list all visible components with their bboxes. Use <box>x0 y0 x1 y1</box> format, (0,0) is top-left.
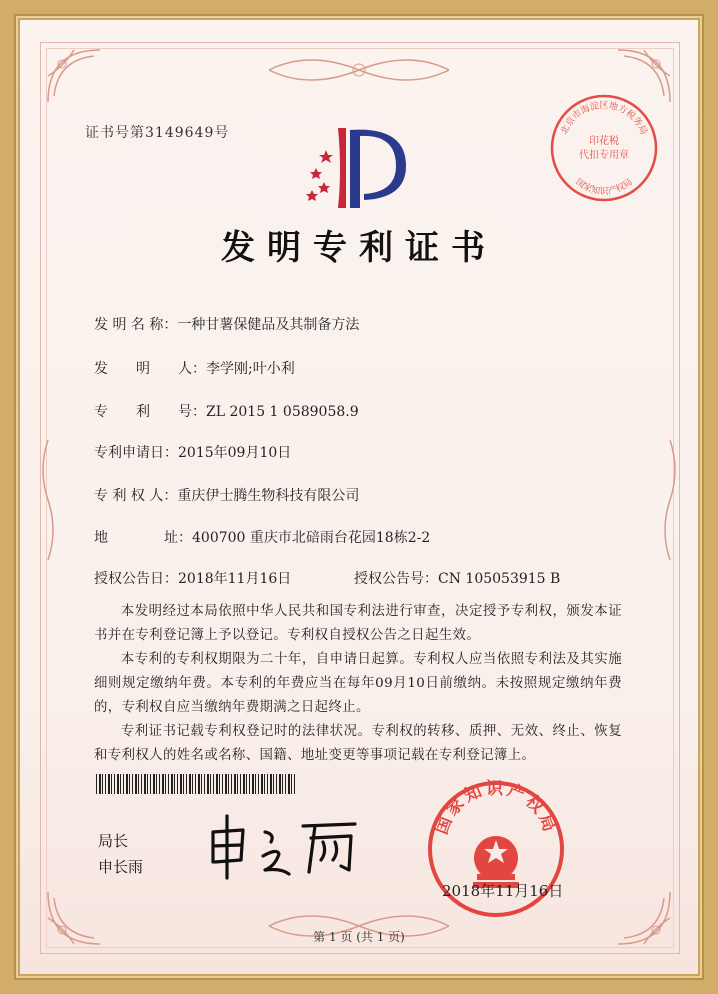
filing-date-value: 2015年09月10日 <box>178 445 292 461</box>
tax-stamp <box>548 92 660 204</box>
barcode <box>96 774 296 794</box>
body-paragraph: 本专利的专利权期限为二十年，自申请日起算。专利权人应当依照专利法及其实施细则规定缴纳年费。本专利的年费应当在每年09月10日前缴纳。未按照规定缴纳年费的，专利权自应当缴纳年费期满之日起终止。 <box>94 652 622 715</box>
certificate-title: 发明专利证书 <box>221 228 497 268</box>
stamp-inner-line-2: 代扣专用章 <box>579 150 629 161</box>
svg-text:国家知识产权局 <box>574 176 634 196</box>
body-paragraph: 本发明经过本局依照中华人民共和国专利法进行审查，决定授予专利权，颁发本证书并在专利登记簿上予以登记。专利权自授权公告之日起生效。 <box>94 604 622 643</box>
patent-number-label: 专 利 号： <box>94 404 206 420</box>
grant-number-value: CN 105053915 B <box>438 571 561 587</box>
grant-date-value: 2018年11月16日 <box>178 571 292 587</box>
grant-number-label: 授权公告号： <box>354 571 438 587</box>
patent-office-logo-icon <box>298 120 418 210</box>
seal-text: 国家知识产权局 <box>431 779 561 837</box>
stamp-inner-line-1: 印花税 <box>589 136 619 147</box>
svg-text:国家知识产权局 <box>432 779 561 837</box>
page-footer: 第 1 页 (共 1 页) <box>313 930 405 944</box>
patent-number-row <box>94 401 359 421</box>
handwritten-signature <box>205 812 365 882</box>
invention-name-row <box>94 314 359 334</box>
address-row <box>94 527 430 547</box>
patentee-value: 重庆伊士腾生物科技有限公司 <box>177 488 360 504</box>
certificate-body <box>94 600 622 768</box>
patentee-row <box>94 485 359 505</box>
signature-name: 申长雨 <box>98 858 144 876</box>
top-center-ornament <box>259 50 459 90</box>
corner-ornament-top-left <box>44 46 104 106</box>
right-edge-ornament <box>660 440 680 560</box>
body-paragraph: 专利证书记载专利权登记时的法律状况。专利权的转移、质押、无效、终止、恢复和专利权人的姓名或名称、国籍、地址变更等事项记载在专利登记簿上。 <box>94 724 622 763</box>
invention-name-value: 一种甘薯保健品及其制备方法 <box>177 317 360 333</box>
stamp-outer-text: 北京市海淀区地方税务局 <box>558 100 650 136</box>
inventor-row <box>94 358 295 378</box>
signature-title: 局长 <box>98 832 129 850</box>
patent-number-value: ZL 2015 1 0589058.9 <box>206 404 359 420</box>
seal-date: 2018年11月16日 <box>442 882 564 900</box>
inventor-value: 李学刚;叶小利 <box>206 361 295 377</box>
stamp-bottom-text: 国家知识产权局 <box>573 176 635 196</box>
grant-number-row <box>354 568 560 588</box>
patentee-label: 专 利 权 人： <box>94 488 178 504</box>
invention-name-label: 发 明 名 称： <box>94 317 178 333</box>
grant-date-row <box>94 568 291 588</box>
left-edge-ornament <box>38 440 58 560</box>
filing-date-label: 专利申请日： <box>94 445 178 461</box>
address-label: 地 址： <box>94 530 192 546</box>
address-value: 400700 重庆市北碚雨台花园18栋2-2 <box>192 530 431 546</box>
certificate-number: 证书号第3149649号 <box>85 125 230 141</box>
svg-text:北京市海淀区地方税务局 <box>558 99 650 136</box>
inventor-label: 发 明 人： <box>94 361 206 377</box>
filing-date-row <box>94 442 291 462</box>
grant-date-label: 授权公告日： <box>94 571 178 587</box>
